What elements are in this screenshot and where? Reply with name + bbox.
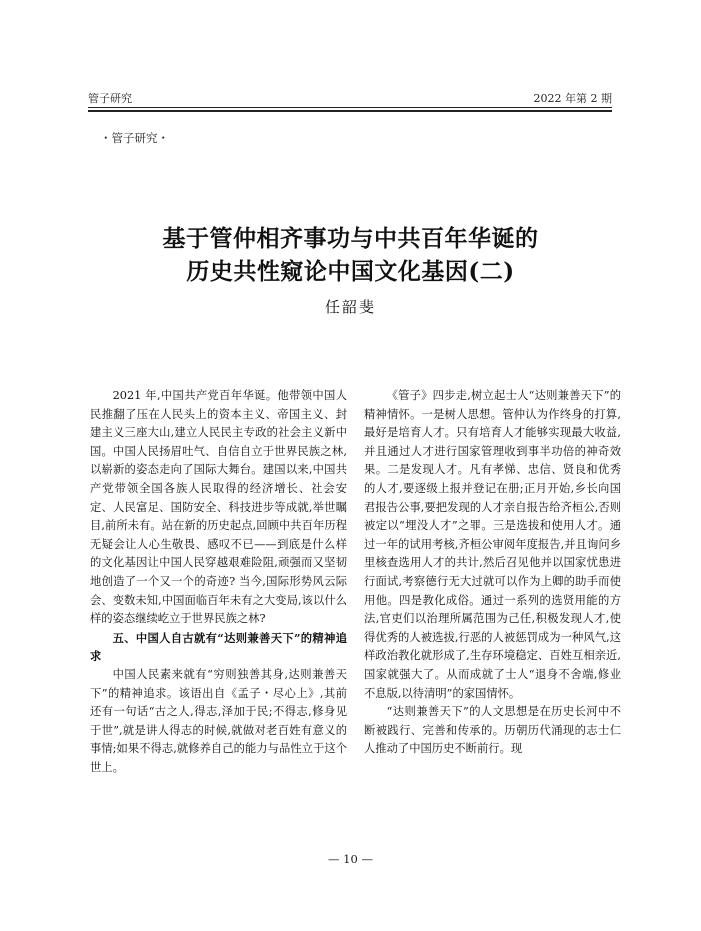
section-tag: ・管子研究・: [100, 131, 169, 145]
journal-name: 管子研究: [88, 92, 132, 105]
body-paragraph: “达则兼善天下”的人文思想是在历史长河中不断被践行、完善和传承的。历朝历代涌现的志士仁人推动了中国历史不断前行。现: [364, 705, 621, 756]
page-number: — 10 —: [328, 852, 373, 866]
body-paragraph: 中国人民素来就有“穷则独善其身,达则兼善天下”的精神追求。该语出自《孟子・尽心上》,其前还有一句话“古之人,得志,泽加于民;不得志,修身见于世”,就是讲人得志的时候,就做对老百姓有意义的事情;如果不得志,就修养自己的能力与品性立于这个世上。: [90, 667, 347, 774]
left-column: [90, 387, 347, 777]
author-name: 任韶斐: [324, 298, 376, 316]
article-title-line-2: 历史共性窥论中国文化基因(二): [186, 258, 515, 285]
header-rule-thick: [88, 110, 612, 112]
header-rule-thin: [88, 107, 612, 108]
right-column: [364, 387, 621, 759]
section-heading: 五、中国人自古就有“达则兼善天下”的精神追求: [90, 630, 347, 664]
article-title-line-1: 基于管仲相齐事功与中共百年华诞的: [162, 225, 539, 252]
body-paragraph: 2021 年,中国共产党百年华诞。他带领中国人民推翻了压在人民头上的资本主义、帝国主义、封建主义三座大山,建立人民民主专政的社会主义新中国。中国人民扬眉吐气、自信自立于世界民族之林,以崭新的姿态走向了国际大舞台。建国以来,中国共产党带领全国各族人民取得的经济增长、社会安定、人民富足、国防安全、科技进步等成就,举世瞩目,前所未有。站在新的历史起点,回顾中共百年历程无疑会让人心生敬畏、感叹不已——到底是什么样的文化基因让中国人民穿越艰难险阻,顽强而又坚韧地创造了一个又一个的奇迹? 当今,国际形势风云际会、变数未知,中国面临百年未有之大变局,该以什么样的姿态继续屹立于世界民族之林?: [90, 389, 347, 626]
issue-label: 2022 年第 2 期: [533, 92, 612, 105]
body-paragraph: 《管子》四步走,树立起士人“达则兼善天下”的精神情怀。一是树人思想。管仲认为作终身的打算,最好是培育人才。只有培育人才能够实现最大收益,并且通过人才进行国家管理收到事半功倍的神奇效果。二是发现人才。凡有孝悌、忠信、贤良和优秀的人才,要逐级上报并登记在册;正月开始,乡长向国君报告公事,要把发现的人才亲自报告给齐桓公,否则被定以“埋没人才”之罪。三是选拔和使用人才。通过一年的试用考核,齐桓公审阅年度报告,并且询问乡里核查选用人才的共计,然后召见他并以国家忧患进行面试,考察德行无大过就可以作为上卿的助手而使用他。四是教化成俗。通过一系列的选贤用能的方法,官吏们以治理所属范围为己任,积极发现人才,使得优秀的人被选拔,行恶的人被惩罚成为一种风气,这样政治教化就形成了,生存环境稳定、百姓互相亲近,国家就强大了。从而成就了士人“退身不舍端,修业不息版,以待清明”的家国情怀。: [364, 389, 621, 700]
